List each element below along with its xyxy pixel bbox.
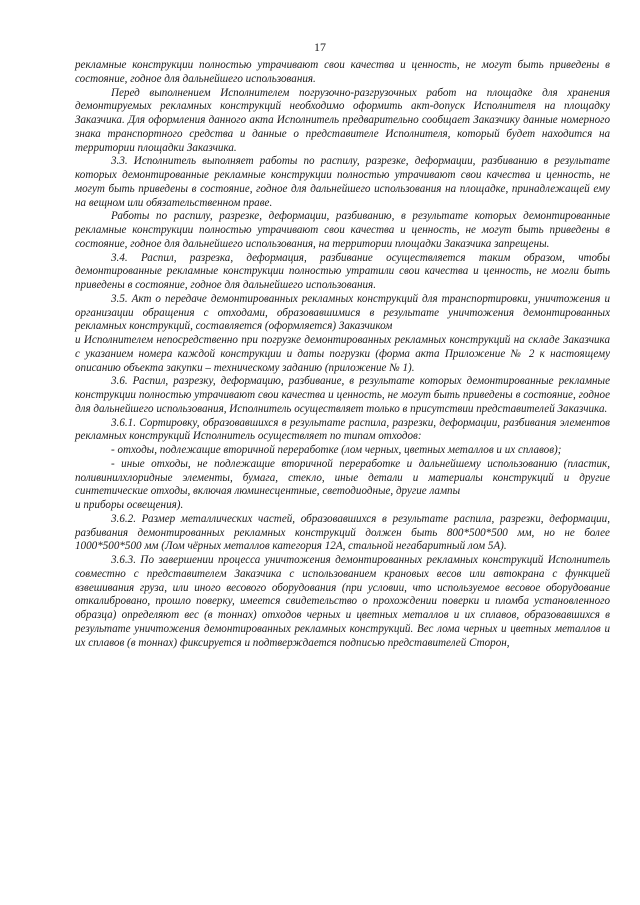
paragraph: 3.4. Распил, разрезка, деформация, разбивание осуществляется таким образом, чтобы демонтированные рекламные конструкции полностью утратили свои качества и ценность, не могли быть приведены в состояние, годное для дальнейшего использования. (75, 251, 610, 291)
paragraph: - иные отходы, не подлежащие вторичной переработке и дальнейшему использованию (пластик, поливинилхлоридные элементы, бумага, стекло, иные детали и материалы конструкций и другие синтетические отходы, включая люминесцентные, светодиодные, другие лампы (75, 457, 610, 498)
paragraph: 3.6.2. Размер металлических частей, образовавшихся в результате распила, разрезки, деформации, разбивания демонтированных рекламных конструкций должен быть 800*500*500 мм, но не более 1000*500*500 мм (Лом чёрных металлов категория 12А, стальной негабаритный лом 5А). (75, 512, 610, 553)
paragraph: 3.6. Распил, разрезку, деформацию, разбивание, в результате которых демонтированные рекламные конструкции полностью утрачивают свои качества и ценность, не могут быть приведены в состояние, годное для дальнейшего использования, Исполнитель осуществляет только в присутствии представителей Заказчика. (75, 375, 610, 415)
paragraph: и приборы освещения). (75, 499, 184, 511)
paragraph: Работы по распилу, разрезке, деформации, разбиванию, в результате которых демонтированные рекламные конструкции полностью утрачивают свои качества и ценность, не могут быть приведены в состояние, годное для дальнейшего использования, на территории площадки Заказчика запрещены. (75, 210, 610, 250)
document-body (75, 59, 610, 650)
paragraph: 3.6.3. По завершении процесса уничтожения демонтированных рекламных конструкций Исполнитель совместно с представителем Заказчика с использованием крановых весов или автокрана с функцией взвешивания груза, или иного весового оборудования (при условии, что используемое весовое оборудование откалибровано, прошло поверку, имеется свидетельство о прохождении поверки и пломба установленного образца) определяют вес (в тоннах) отходов черных и цветных металлов и их сплавов, образовавшихся в результате уничтожения демонтированных рекламных конструкций. Вес лома черных и цветных металлов и их сплавов (в тоннах) фиксируется и подтверждается подписью представителей Сторон, (75, 554, 610, 649)
paragraph: 3.5. Акт о передаче демонтированных рекламных конструкций для транспортировки, уничтожения и организации обращения с отходами, образовавшимися в результате уничтожения демонтированных рекламных конструкций, составляется (оформляется) Заказчиком (75, 292, 610, 333)
page-number: 17 (314, 40, 326, 54)
paragraph: - отходы, подлежащие вторичной переработке (лом черных, цветных металлов и их сплавов); (111, 444, 562, 456)
paragraph: рекламные конструкции полностью утрачивают свои качества и ценность, не могут быть приведены в состояние, годное для дальнейшего использования. (75, 59, 610, 85)
paragraph: Перед выполнением Исполнителем погрузочно-разгрузочных работ на площадке для хранения демонтируемых рекламных конструкций необходимо оформить акт-допуск Исполнителя на площадку Заказчика. Для оформления данного акта Исполнитель предварительно сообщает Заказчику данные номерного знака транспортного средства и данные о представителе Исполнителя, который будет находится на территории площадки Заказчика. (75, 86, 610, 154)
paragraph: 3.3. Исполнитель выполняет работы по распилу, разрезке, деформации, разбиванию в результате которых демонтированные рекламные конструкции полностью утрачивают свои качества и ценность, не могут быть приведены в состояние, годное для дальнейшего использования на площадке, принадлежащей ему на вещном или обязательственном праве. (75, 155, 610, 209)
paragraph: 3.6.1. Сортировку, образовавшихся в результате распила, разрезки, деформации, разбивания элементов рекламных конструкций Исполнитель осуществляет по типам отходов: (75, 416, 610, 443)
paragraph: и Исполнителем непосредственно при погрузке демонтированных рекламных конструкций на складе Заказчика с указанием номера каждой конструкции и даты погрузки (форма акта Приложение № 2 к настоящему описанию объекта закупки – техническому заданию (приложение № 1). (75, 334, 610, 374)
